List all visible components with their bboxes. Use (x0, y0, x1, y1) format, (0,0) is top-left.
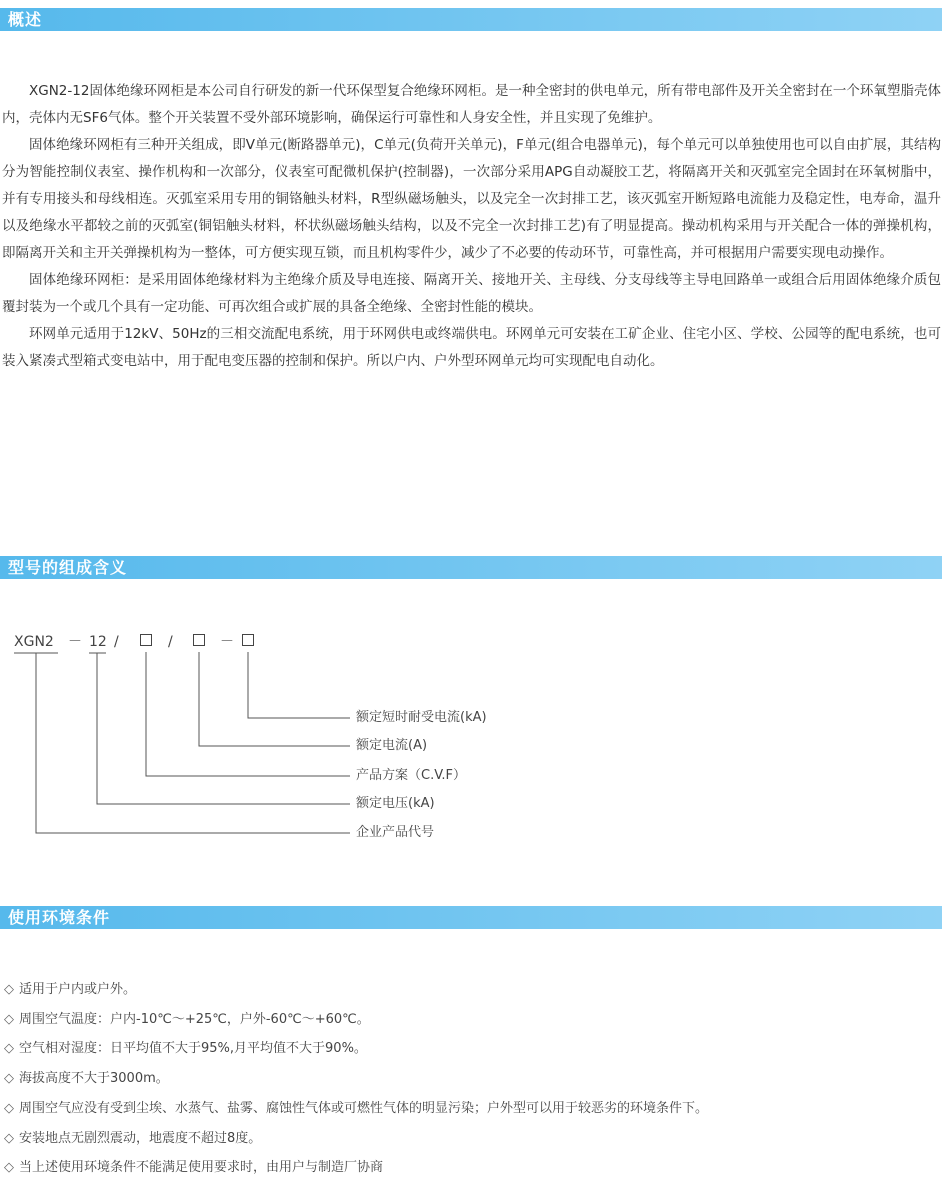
diamond-icon: ◇ (4, 1041, 14, 1056)
model-desc-current: 额定电流(A) (356, 738, 428, 753)
section-title-overview: 概述 (8, 10, 43, 29)
diamond-icon: ◇ (4, 982, 14, 997)
intro-paragraph-1: XGN2-12固体绝缘环网柜是本公司自行研发的新一代环保型复合绝缘环网柜。是一种全密封的供电单元，所有带电部件及开关全密封在一个环氧塑脂壳体内，壳体内无SF6气体。整个开关装置不受外部环境影响，确保运行可靠性和人身安全性，并且实现了免维护。 (2, 83, 941, 126)
section-header-environment (0, 906, 942, 929)
model-slash: / (168, 634, 173, 650)
diamond-icon: ◇ (4, 1160, 14, 1175)
list-item: ◇ 周围空气温度：户内-10℃～+25℃，户外-60℃～+60℃。 (4, 1012, 370, 1027)
model-desc-company: 企业产品代号 (356, 825, 435, 840)
model-voltage: 12 (89, 634, 107, 650)
list-item: ◇ 海拔高度不大于3000m。 (4, 1071, 169, 1086)
list-item: ◇ 安装地点无剧烈震动，地震度不超过8度。 (4, 1131, 262, 1146)
diamond-icon: ◇ (4, 1071, 14, 1086)
model-desc-voltage: 额定电压(kA) (356, 796, 435, 811)
model-code-prefix: XGN2 (14, 634, 54, 650)
model-desc-withstand: 额定短时耐受电流(kA) (356, 710, 487, 725)
diamond-icon: ◇ (4, 1012, 14, 1027)
section-title-environment: 使用环境条件 (8, 908, 111, 927)
intro-paragraph-3: 固体绝缘环网柜：是采用固体绝缘材料为主绝缘介质及导电连接、隔离开关、接地开关、主母线、分支母线等主导电回路单一或组合后用固体绝缘介质包覆封装为一个或几个具有一定功能、可再次组合或扩展的具备全绝缘、全密封性能的模块。 (2, 272, 941, 315)
intro-paragraph-2: 固体绝缘环网柜有三种开关组成，即V单元(断路器单元)，C单元(负荷开关单元)，F单元(组合电器单元)，每个单元可以单独使用也可以自由扩展，其结构分为智能控制仪表室、操作机构和一次部分，仪表室可配微机保护(控制器)，一次部分采用APG自动凝胶工艺，将隔离开关和灭弧室完全固封在环氧树脂中，并有专用接头和母线相连。灭弧室采用专用的铜铬触头材料，R型纵磁场触头，以及完全一次封排工艺，该灭弧室开断短路电流能力及稳定性，电寿命，温升以及绝缘水平都较之前的灭弧室(铜铝触头材料，杯状纵磁场触头结构，以及不完全一次封排工艺)有了明显提高。操动机构采用与开关配合一体的弹操机构，即隔离开关和主开关弹操机构为一整体，可方便实现互锁，而且机构零件少，减少了不必要的传动环节，可靠性高，并可根据用户需要实现电动操作。 (2, 137, 941, 261)
model-desc-scheme: 产品方案（C.V.F） (356, 768, 467, 783)
list-item: ◇ 周围空气应没有受到尘埃、水蒸气、盐雾、腐蚀性气体或可燃性气体的明显污染；户外型可以用于较恶劣的环境条件下。 (4, 1101, 709, 1116)
section-title-model: 型号的组成含义 (8, 558, 128, 577)
diamond-icon: ◇ (4, 1131, 14, 1146)
intro-paragraph-4: 环网单元适用于12kV、50Hz的三相交流配电系统，用于环网供电或终端供电。环网单元可安装在工矿企业、住宅小区、学校、公园等的配电系统，也可装入紧凑式型箱式变电站中，用于配电变压器的控制和保护。所以户内、户外型环网单元均可实现配电自动化。 (2, 326, 941, 369)
list-item: ◇ 空气相对湿度：日平均值不大于95%,月平均值不大于90%。 (4, 1041, 367, 1056)
model-dash: － (68, 634, 82, 650)
list-item: ◇ 适用于户内或户外。 (4, 982, 137, 997)
list-item: ◇ 当上述使用环境条件不能满足使用要求时，由用户与制造厂协商 (4, 1160, 384, 1175)
diamond-icon: ◇ (4, 1101, 14, 1116)
model-slash: / (114, 634, 119, 650)
model-dash: － (220, 634, 234, 650)
